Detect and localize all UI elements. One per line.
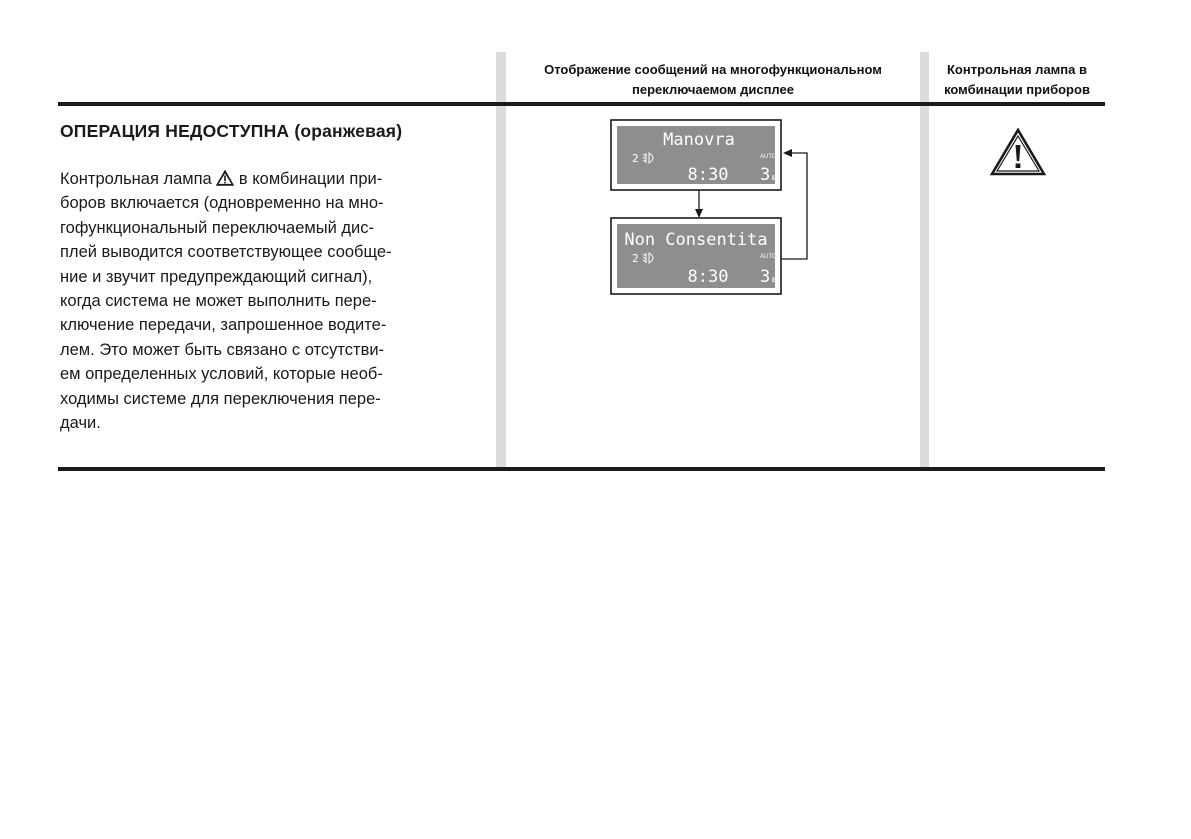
body-line: когда система не может выполнить пере- [60,292,377,311]
column-shade-display [496,52,506,467]
body-line: ходимы системе для переключения пере- [60,389,381,408]
body-line: лем. Это может быть связано с отсутстви- [60,340,385,359]
body-line [60,167,480,191]
display-gear: 3 [760,165,771,185]
display-left-indicator: 2 [632,152,639,165]
display-gear: 3 [760,267,771,287]
display-mode: AUTO [760,254,777,260]
display-gear-suffix: E [772,278,777,284]
display-manovra [611,120,781,190]
body-line1-start: Контрольная лампа [60,170,217,188]
display-message: Manovra [663,130,735,150]
body-line: ключение передачи, запрошенное водите- [60,316,387,335]
display-flow-diagram [600,116,820,306]
body-line: боров включается (одновременно на мно- [60,194,384,213]
body-line: ем определенных условий, которые необ- [60,365,383,384]
display-left-indicator: 2 [632,252,639,265]
column-shade-lamp [920,52,929,467]
column-header-lamp-line2: комбинации приборов [944,82,1090,97]
body-line: ние и звучит предупреждающий сигнал), [60,267,373,286]
column-header-display-line2: переключаемом дисплее [632,82,794,97]
column-header-display [506,60,920,100]
column-header-lamp-line1: Контрольная лампа в [947,62,1087,77]
display-time: 8:30 [687,165,729,185]
section-title: ОПЕРАЦИЯ НЕДОСТУПНА (оранжевая) [60,121,403,141]
bottom-rule [58,467,1105,471]
arrow-return-icon [781,149,807,259]
section-body [60,167,480,435]
display-mode: AUTO [760,154,777,160]
display-time: 8:30 [687,267,729,287]
column-header-display-line1: Отображение сообщений на многофункциональном [544,62,882,77]
body-line: гофункциональный переключаемый дис- [60,218,374,237]
body-line: плей выводится соответствующее сообще- [60,243,392,262]
arrow-down-icon [695,190,703,218]
display-message: Non Consentita [624,230,768,250]
top-rule [58,102,1105,106]
warning-triangle-icon [216,170,234,186]
column-header-lamp [929,60,1105,100]
display-gear-suffix: E [772,176,777,182]
warning-triangle-icon [990,128,1046,176]
body-line: дачи. [60,414,101,433]
display-non-consentita [611,218,781,294]
body-line1-end: в комбинации при- [234,170,383,188]
